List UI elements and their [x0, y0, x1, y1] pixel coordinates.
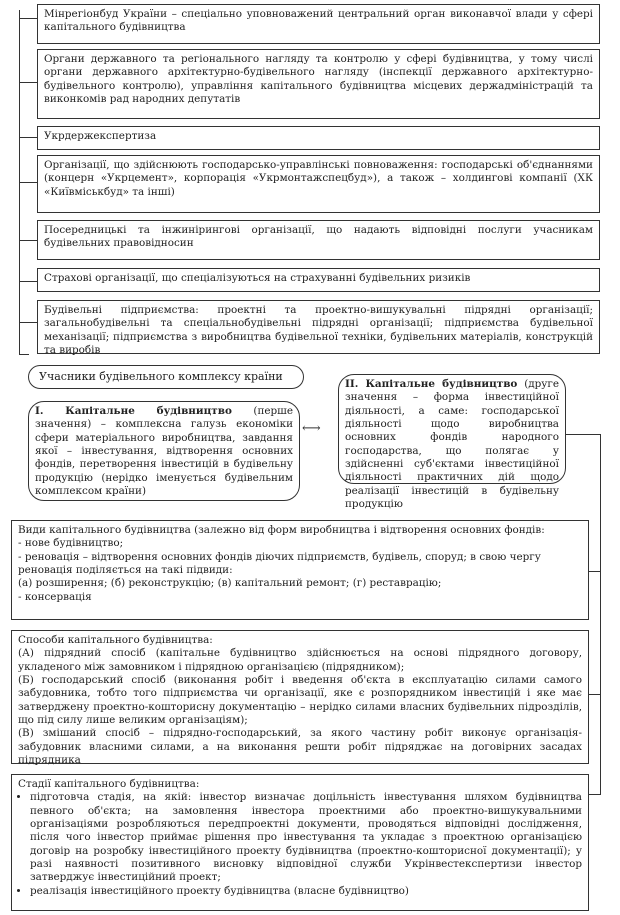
- box-minregionbud: Мінрегіонбуд України – спеціально уповноважений центральний орган виконавчої влади у сфері капітального будівництва: [37, 4, 600, 44]
- connector-7: [19, 322, 37, 323]
- box-insurance-organizations: Страхові організації, що спеціалізуються на страхуванні будівельних ризиків: [37, 268, 600, 292]
- connector-5: [19, 240, 37, 241]
- methods-title: Способи капітального будівництва:: [18, 634, 213, 646]
- stage-item-implementation: • реалізація інвестиційного проекту будівництва (власне будівництво): [30, 885, 582, 898]
- box-ukrderzhekspertyza: Укрдержекспертиза: [37, 126, 600, 150]
- connector-2: [19, 82, 37, 83]
- connector-1: [19, 18, 37, 19]
- cb2-heading-note: (друге значення: [345, 378, 559, 404]
- connector-methods: [589, 694, 601, 695]
- capital-construction-first-meaning: [28, 401, 300, 501]
- methods-line-c: (В) змішаний спосіб – підрядно-господарський, за якого частину робіт виконує організація-забудовник власними силами, а на виконання решти робіт підряджає на договірних засадах підрядника: [18, 727, 582, 766]
- box-construction-types: [11, 520, 589, 620]
- connector-types: [589, 571, 601, 572]
- cb1-heading-note: (перше значення): [35, 405, 293, 431]
- cb1-heading: I. Капітальне будівництво: [35, 405, 232, 417]
- connector-cb2: [566, 434, 601, 435]
- stages-list: [18, 791, 582, 898]
- box-management-organizations: Організації, що здійснюють господарсько-управлінські повноваження: господарські об'єднаннями (концерн «Укрцемент», корпорація «Укрмонтажспецбуд»), а також – холдингові компанії (ХК «Київміськбуд» та інші): [37, 155, 600, 213]
- methods-line-a: (А) підрядний спосіб (капітальне будівництво здійснюється на основі підрядного договору, укладеного між замовником і підрядною організацією (підрядником);: [18, 647, 582, 673]
- types-line-1: - нове будівництво;: [18, 537, 124, 550]
- stages-title: Стадії капітального будівництва:: [18, 778, 200, 790]
- box-construction-stages: [11, 774, 589, 911]
- box-construction-methods: [11, 630, 589, 764]
- right-vertical-connector: [600, 434, 601, 794]
- types-line-2: - реновація – відтворення основних фондів діючих підприємств, будівель, споруд; в свою чергу реновація поділяється на такі підвиди:: [18, 550, 541, 576]
- cb2-heading: II. Капітальне будівництво: [345, 378, 518, 390]
- cb1-text: – комплексна галузь економіки сфери матеріального виробництва, завдання якої – інвестування, відтворення основних фондів, перетворення інвестицій в будівельну продукцію (нерідко іменується будівельним комплексом країни): [35, 418, 293, 497]
- types-line-3: (а) розширення; (б) реконструкцію; (в) капітальний ремонт; (г) реставрацію;: [18, 577, 442, 590]
- connector-stages: [589, 794, 601, 795]
- participants-label: Учасники будівельного комплексу країни: [28, 365, 304, 389]
- box-construction-enterprises: Будівельні підприємства: проектні та проектно-вишукувальні підрядні організації; загальнобудівельні та спеціальнобудівельні підрядні організації; підприємства будівельної механізації; підприємства з виробництва будівельної техніки, будівельних матеріалів, конструкцій та виробів: [37, 300, 600, 354]
- stage-item-preparatory: • підготовча стадія, на якій: інвестор визначає доцільність інвестування шляхом будівництва певного об'єкта; на замовлення інвестора проектними або проектно-вишукувальними організаціями розробляються передпроектні документи, проводяться відповідні дослідження, після чого інвестор приймає рішення про інвестування та укладає з проектною організацією договір на розробку інвестиційного проекту будівництва (проектно-кошторисної документації); у разі наявності позитивного висновку відповідної служби Укрінвестекспертизи інвестор затверджує інвестиційний проект;: [30, 791, 582, 884]
- connector-4: [19, 182, 37, 183]
- types-line-4: - консервація: [18, 590, 92, 603]
- connector-3: [19, 137, 37, 138]
- capital-construction-second-meaning: [338, 374, 566, 510]
- box-engineering-organizations: Посередницькі та інжинірингові організації, що надають відповідні послуги учасникам будівельних правовідносин: [37, 220, 600, 260]
- box-supervision-bodies: Органи державного та регіонального нагляду та контролю у сфері будівництва, у тому числі органи державного архітектурно-будівельного нагляду (інспекції державного архітектурно-будівельного контролю), управління капітального будівництва місцевих держадміністрацій та виконкомів рад народних депутатів: [37, 49, 600, 119]
- cb2-text: – форма інвестиційної діяльності, а саме: господарської діяльності щодо виробництва основних фондів народного господарства, що полягає у здійсненні суб'єктами інвестиційної діяльності практичних дій щодо реалізації інвестицій в будівельну продукцію: [345, 391, 559, 510]
- connector-participants: [19, 354, 29, 355]
- methods-line-b: (Б) господарський спосіб (виконання робіт і введення об'єкта в експлуатацію силами самого забудовника, тобто того підприємства чи організації, яке є розпорядником інвестицій і яке має затверджену проектно-кошторисну документацію – нерідко силами власних будівельних підрозділів, що під силу лише великим організаціям);: [18, 673, 582, 726]
- types-title: Види капітального будівництва (залежно від форм виробництва і відтворення основних фондів:: [18, 524, 545, 536]
- connector-6: [19, 281, 37, 282]
- double-arrow-icon: ⟷: [302, 421, 321, 436]
